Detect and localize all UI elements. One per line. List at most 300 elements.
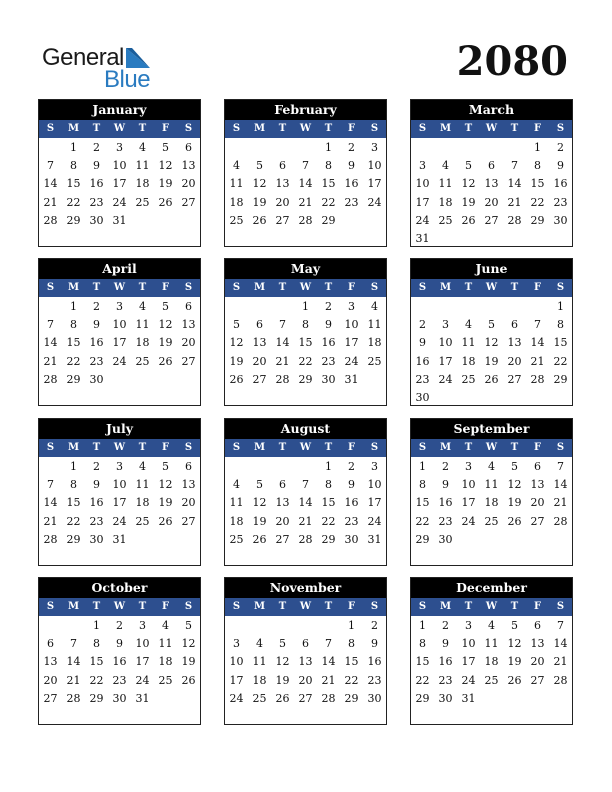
- day-cell: 19: [507, 496, 522, 510]
- weekday-label: W: [113, 601, 126, 612]
- day-cell: 30: [321, 372, 336, 386]
- day-cell: 21: [553, 496, 568, 510]
- day-cell: 13: [298, 655, 313, 669]
- month-june: [410, 258, 573, 406]
- weekday-label: S: [418, 123, 427, 134]
- day-cell: 2: [442, 619, 449, 632]
- day-cell: 14: [530, 336, 545, 350]
- day-cell: 12: [507, 478, 522, 492]
- weekday-label: M: [253, 282, 266, 293]
- day-cell: 2: [93, 141, 100, 154]
- day-cell: 25: [135, 195, 150, 209]
- day-cell: 7: [557, 460, 564, 473]
- day-cell: 20: [530, 655, 545, 669]
- day-cell: 4: [442, 159, 449, 173]
- day-cell: 18: [252, 673, 267, 687]
- day-cell: 23: [112, 673, 127, 687]
- day-cell: 18: [135, 336, 150, 350]
- day-cell: 24: [135, 673, 150, 687]
- day-cell: 9: [93, 159, 100, 173]
- day-cell: 11: [367, 318, 382, 332]
- day-cell: 10: [438, 336, 453, 350]
- day-cell: 18: [135, 177, 150, 191]
- day-cell: 13: [43, 655, 58, 669]
- day-cell: 17: [438, 354, 453, 368]
- weekday-label: S: [232, 123, 241, 134]
- day-cell: 29: [321, 213, 336, 227]
- day-cell: 30: [89, 532, 104, 546]
- day-cell: 15: [415, 655, 430, 669]
- weekday-header: [411, 439, 572, 457]
- empty-cell: [271, 617, 294, 635]
- month-title: July: [39, 419, 200, 439]
- day-cell: 11: [135, 318, 150, 332]
- day-cell: 27: [275, 532, 290, 546]
- day-cell: 7: [302, 478, 309, 492]
- day-cell: 9: [93, 318, 100, 332]
- day-cell: 21: [43, 195, 58, 209]
- weekday-label: F: [533, 282, 542, 293]
- day-cell: 1: [70, 141, 77, 154]
- day-cell: 18: [438, 195, 453, 209]
- day-cell: 17: [112, 496, 127, 510]
- day-cell: 9: [348, 478, 355, 492]
- day-cell: 18: [367, 336, 382, 350]
- day-cell: 25: [367, 354, 382, 368]
- day-grid: [225, 297, 386, 389]
- day-cell: 20: [275, 195, 290, 209]
- day-cell: 6: [534, 619, 541, 632]
- day-grid: [225, 457, 386, 549]
- day-cell: 22: [66, 514, 81, 528]
- day-cell: 27: [530, 514, 545, 528]
- day-cell: 16: [553, 177, 568, 191]
- day-cell: 13: [275, 496, 290, 510]
- day-cell: 8: [348, 637, 355, 651]
- day-cell: 25: [229, 213, 244, 227]
- day-cell: 23: [321, 354, 336, 368]
- day-cell: 18: [229, 514, 244, 528]
- day-cell: 29: [344, 691, 359, 705]
- month-title: August: [225, 419, 386, 439]
- day-cell: 15: [321, 496, 336, 510]
- day-cell: 23: [89, 195, 104, 209]
- day-cell: 14: [553, 478, 568, 492]
- day-cell: 2: [371, 619, 378, 632]
- day-cell: 16: [344, 177, 359, 191]
- day-cell: 16: [89, 177, 104, 191]
- weekday-label: W: [299, 601, 312, 612]
- day-cell: 3: [371, 141, 378, 154]
- month-april: [38, 258, 201, 406]
- day-cell: 15: [530, 177, 545, 191]
- empty-cell: [248, 298, 271, 316]
- day-cell: 16: [321, 336, 336, 350]
- day-cell: 3: [465, 460, 472, 473]
- day-cell: 2: [93, 300, 100, 313]
- day-cell: 21: [43, 514, 58, 528]
- weekday-label: T: [464, 282, 473, 293]
- day-cell: 22: [66, 354, 81, 368]
- day-cell: 20: [507, 354, 522, 368]
- weekday-label: S: [556, 123, 565, 134]
- day-cell: 1: [419, 619, 426, 632]
- day-cell: 30: [367, 691, 382, 705]
- weekday-label: T: [510, 282, 519, 293]
- day-cell: 23: [367, 673, 382, 687]
- empty-cell: [271, 139, 294, 157]
- empty-cell: [411, 298, 434, 316]
- day-cell: 11: [229, 496, 244, 510]
- day-cell: 2: [348, 141, 355, 154]
- day-cell: 8: [534, 159, 541, 173]
- day-cell: 22: [89, 673, 104, 687]
- day-cell: 29: [321, 532, 336, 546]
- day-cell: 28: [43, 532, 58, 546]
- weekday-label: T: [324, 282, 333, 293]
- day-cell: 29: [415, 691, 430, 705]
- day-cell: 2: [557, 141, 564, 154]
- day-cell: 27: [275, 213, 290, 227]
- day-cell: 13: [181, 318, 196, 332]
- day-cell: 24: [112, 354, 127, 368]
- weekday-label: M: [67, 442, 80, 453]
- day-cell: 9: [371, 637, 378, 651]
- day-cell: 22: [553, 354, 568, 368]
- day-cell: 8: [70, 318, 77, 332]
- weekday-label: F: [533, 601, 542, 612]
- day-cell: 15: [66, 336, 81, 350]
- day-cell: 1: [70, 460, 77, 473]
- weekday-label: M: [67, 123, 80, 134]
- day-cell: 29: [530, 213, 545, 227]
- day-cell: 14: [43, 336, 58, 350]
- day-cell: 15: [66, 177, 81, 191]
- weekday-label: T: [510, 442, 519, 453]
- day-cell: 19: [252, 195, 267, 209]
- weekday-label: T: [324, 123, 333, 134]
- day-cell: 4: [162, 619, 169, 632]
- day-cell: 23: [438, 673, 453, 687]
- day-cell: 8: [325, 159, 332, 173]
- day-cell: 10: [367, 159, 382, 173]
- day-cell: 5: [511, 460, 518, 473]
- weekday-label: T: [92, 123, 101, 134]
- day-cell: 19: [507, 655, 522, 669]
- day-cell: 5: [233, 318, 240, 332]
- day-grid: [39, 457, 200, 549]
- day-cell: 12: [252, 177, 267, 191]
- empty-cell: [480, 298, 503, 316]
- day-cell: 30: [89, 213, 104, 227]
- day-cell: 31: [367, 532, 382, 546]
- weekday-label: S: [556, 282, 565, 293]
- month-december: [410, 577, 573, 725]
- day-cell: 12: [158, 318, 173, 332]
- weekday-label: W: [485, 123, 498, 134]
- day-cell: 12: [484, 336, 499, 350]
- day-cell: 12: [275, 655, 290, 669]
- day-cell: 8: [302, 318, 309, 332]
- weekday-header: [225, 120, 386, 138]
- month-title: September: [411, 419, 572, 439]
- day-cell: 11: [158, 637, 173, 651]
- weekday-label: W: [299, 442, 312, 453]
- day-cell: 22: [298, 354, 313, 368]
- day-cell: 19: [275, 673, 290, 687]
- day-cell: 12: [461, 177, 476, 191]
- day-cell: 9: [557, 159, 564, 173]
- day-cell: 21: [298, 514, 313, 528]
- month-title: November: [225, 578, 386, 598]
- day-grid: [225, 616, 386, 708]
- day-cell: 6: [185, 141, 192, 154]
- weekday-label: S: [184, 282, 193, 293]
- empty-cell: [248, 139, 271, 157]
- day-cell: 6: [185, 460, 192, 473]
- day-cell: 23: [344, 514, 359, 528]
- weekday-label: M: [253, 123, 266, 134]
- day-cell: 27: [252, 372, 267, 386]
- day-cell: 22: [415, 514, 430, 528]
- empty-cell: [225, 617, 248, 635]
- day-cell: 21: [321, 673, 336, 687]
- weekday-label: M: [439, 442, 452, 453]
- day-cell: 7: [47, 478, 54, 492]
- day-cell: 5: [256, 159, 263, 173]
- day-cell: 13: [530, 478, 545, 492]
- month-september: [410, 418, 573, 566]
- day-cell: 5: [185, 619, 192, 632]
- day-cell: 14: [66, 655, 81, 669]
- day-cell: 21: [530, 354, 545, 368]
- day-cell: 31: [112, 532, 127, 546]
- day-cell: 11: [135, 159, 150, 173]
- weekday-label: W: [485, 282, 498, 293]
- weekday-label: S: [184, 442, 193, 453]
- month-title: March: [411, 100, 572, 120]
- day-cell: 9: [116, 637, 123, 651]
- day-cell: 6: [534, 460, 541, 473]
- day-cell: 25: [135, 354, 150, 368]
- empty-cell: [503, 298, 526, 316]
- day-cell: 3: [442, 318, 449, 332]
- day-cell: 8: [557, 318, 564, 332]
- day-cell: 24: [438, 372, 453, 386]
- day-cell: 10: [415, 177, 430, 191]
- weekday-label: S: [232, 601, 241, 612]
- day-cell: 16: [415, 354, 430, 368]
- day-cell: 4: [233, 478, 240, 492]
- day-cell: 19: [252, 514, 267, 528]
- day-cell: 24: [112, 514, 127, 528]
- weekday-label: S: [370, 123, 379, 134]
- day-cell: 25: [135, 514, 150, 528]
- day-cell: 10: [112, 478, 127, 492]
- day-cell: 7: [47, 318, 54, 332]
- day-cell: 10: [135, 637, 150, 651]
- weekday-label: S: [46, 123, 55, 134]
- weekday-header: [411, 120, 572, 138]
- day-cell: 13: [181, 159, 196, 173]
- day-cell: 28: [298, 532, 313, 546]
- day-cell: 4: [488, 460, 495, 473]
- empty-cell: [294, 139, 317, 157]
- month-title: June: [411, 259, 572, 279]
- month-november: [224, 577, 387, 725]
- day-cell: 12: [507, 637, 522, 651]
- day-cell: 29: [553, 372, 568, 386]
- day-cell: 15: [415, 496, 430, 510]
- day-cell: 26: [461, 213, 476, 227]
- day-cell: 16: [112, 655, 127, 669]
- day-cell: 6: [185, 300, 192, 313]
- day-cell: 21: [507, 195, 522, 209]
- day-cell: 22: [321, 195, 336, 209]
- weekday-header: [39, 598, 200, 616]
- day-cell: 3: [371, 460, 378, 473]
- day-cell: 12: [158, 478, 173, 492]
- day-cell: 4: [139, 141, 146, 154]
- day-cell: 1: [419, 460, 426, 473]
- weekday-label: S: [46, 442, 55, 453]
- empty-cell: [317, 617, 340, 635]
- day-cell: 17: [112, 336, 127, 350]
- day-cell: 16: [89, 336, 104, 350]
- empty-cell: [62, 617, 85, 635]
- weekday-header: [225, 598, 386, 616]
- empty-cell: [457, 139, 480, 157]
- day-cell: 20: [252, 354, 267, 368]
- day-cell: 17: [461, 655, 476, 669]
- weekday-label: T: [510, 123, 519, 134]
- day-cell: 5: [511, 619, 518, 632]
- weekday-header: [39, 439, 200, 457]
- day-cell: 17: [112, 177, 127, 191]
- day-cell: 17: [367, 496, 382, 510]
- day-cell: 20: [484, 195, 499, 209]
- day-cell: 29: [66, 532, 81, 546]
- weekday-header: [225, 279, 386, 297]
- day-cell: 2: [325, 300, 332, 313]
- day-cell: 15: [89, 655, 104, 669]
- empty-cell: [39, 139, 62, 157]
- day-cell: 4: [488, 619, 495, 632]
- day-cell: 31: [135, 691, 150, 705]
- empty-cell: [480, 139, 503, 157]
- day-cell: 18: [461, 354, 476, 368]
- day-cell: 17: [229, 673, 244, 687]
- weekday-label: T: [138, 282, 147, 293]
- day-cell: 7: [534, 318, 541, 332]
- weekday-label: S: [184, 123, 193, 134]
- day-cell: 6: [279, 159, 286, 173]
- day-cell: 14: [298, 177, 313, 191]
- day-cell: 31: [461, 691, 476, 705]
- day-cell: 9: [442, 478, 449, 492]
- day-cell: 29: [89, 691, 104, 705]
- day-cell: 28: [66, 691, 81, 705]
- month-title: May: [225, 259, 386, 279]
- weekday-label: T: [138, 601, 147, 612]
- weekday-label: S: [370, 442, 379, 453]
- day-cell: 26: [252, 532, 267, 546]
- day-cell: 21: [553, 655, 568, 669]
- day-cell: 14: [43, 177, 58, 191]
- empty-cell: [225, 139, 248, 157]
- day-cell: 11: [461, 336, 476, 350]
- day-cell: 6: [488, 159, 495, 173]
- calendar-grid: [38, 99, 576, 729]
- weekday-label: T: [92, 282, 101, 293]
- day-cell: 20: [181, 336, 196, 350]
- day-cell: 13: [484, 177, 499, 191]
- weekday-label: W: [113, 282, 126, 293]
- day-cell: 8: [93, 637, 100, 651]
- day-cell: 21: [43, 354, 58, 368]
- weekday-label: T: [324, 601, 333, 612]
- day-cell: 23: [553, 195, 568, 209]
- day-cell: 6: [279, 478, 286, 492]
- day-cell: 26: [158, 195, 173, 209]
- weekday-label: T: [278, 601, 287, 612]
- day-cell: 25: [484, 514, 499, 528]
- empty-cell: [225, 298, 248, 316]
- day-cell: 12: [181, 637, 196, 651]
- day-cell: 29: [298, 372, 313, 386]
- weekday-label: S: [232, 442, 241, 453]
- day-cell: 26: [484, 372, 499, 386]
- day-cell: 4: [139, 300, 146, 313]
- weekday-label: W: [113, 123, 126, 134]
- month-march: [410, 99, 573, 247]
- weekday-label: S: [370, 601, 379, 612]
- day-cell: 8: [419, 637, 426, 651]
- day-cell: 19: [158, 496, 173, 510]
- day-cell: 22: [321, 514, 336, 528]
- day-cell: 10: [112, 159, 127, 173]
- year-title: 2080: [456, 38, 568, 85]
- day-cell: 10: [344, 318, 359, 332]
- day-cell: 12: [158, 159, 173, 173]
- day-cell: 10: [112, 318, 127, 332]
- weekday-label: F: [347, 123, 356, 134]
- day-cell: 12: [229, 336, 244, 350]
- day-cell: 18: [484, 496, 499, 510]
- day-cell: 23: [344, 195, 359, 209]
- month-title: February: [225, 100, 386, 120]
- month-title: April: [39, 259, 200, 279]
- weekday-label: M: [439, 123, 452, 134]
- day-cell: 25: [252, 691, 267, 705]
- day-cell: 18: [158, 655, 173, 669]
- day-cell: 5: [162, 460, 169, 473]
- day-cell: 2: [442, 460, 449, 473]
- day-cell: 7: [557, 619, 564, 632]
- weekday-label: F: [161, 442, 170, 453]
- month-october: [38, 577, 201, 725]
- day-cell: 28: [298, 213, 313, 227]
- day-cell: 17: [135, 655, 150, 669]
- weekday-label: F: [161, 282, 170, 293]
- weekday-label: W: [299, 282, 312, 293]
- day-cell: 16: [438, 655, 453, 669]
- weekday-label: T: [464, 442, 473, 453]
- day-cell: 25: [229, 532, 244, 546]
- weekday-label: T: [278, 442, 287, 453]
- day-cell: 20: [181, 496, 196, 510]
- day-cell: 6: [302, 637, 309, 651]
